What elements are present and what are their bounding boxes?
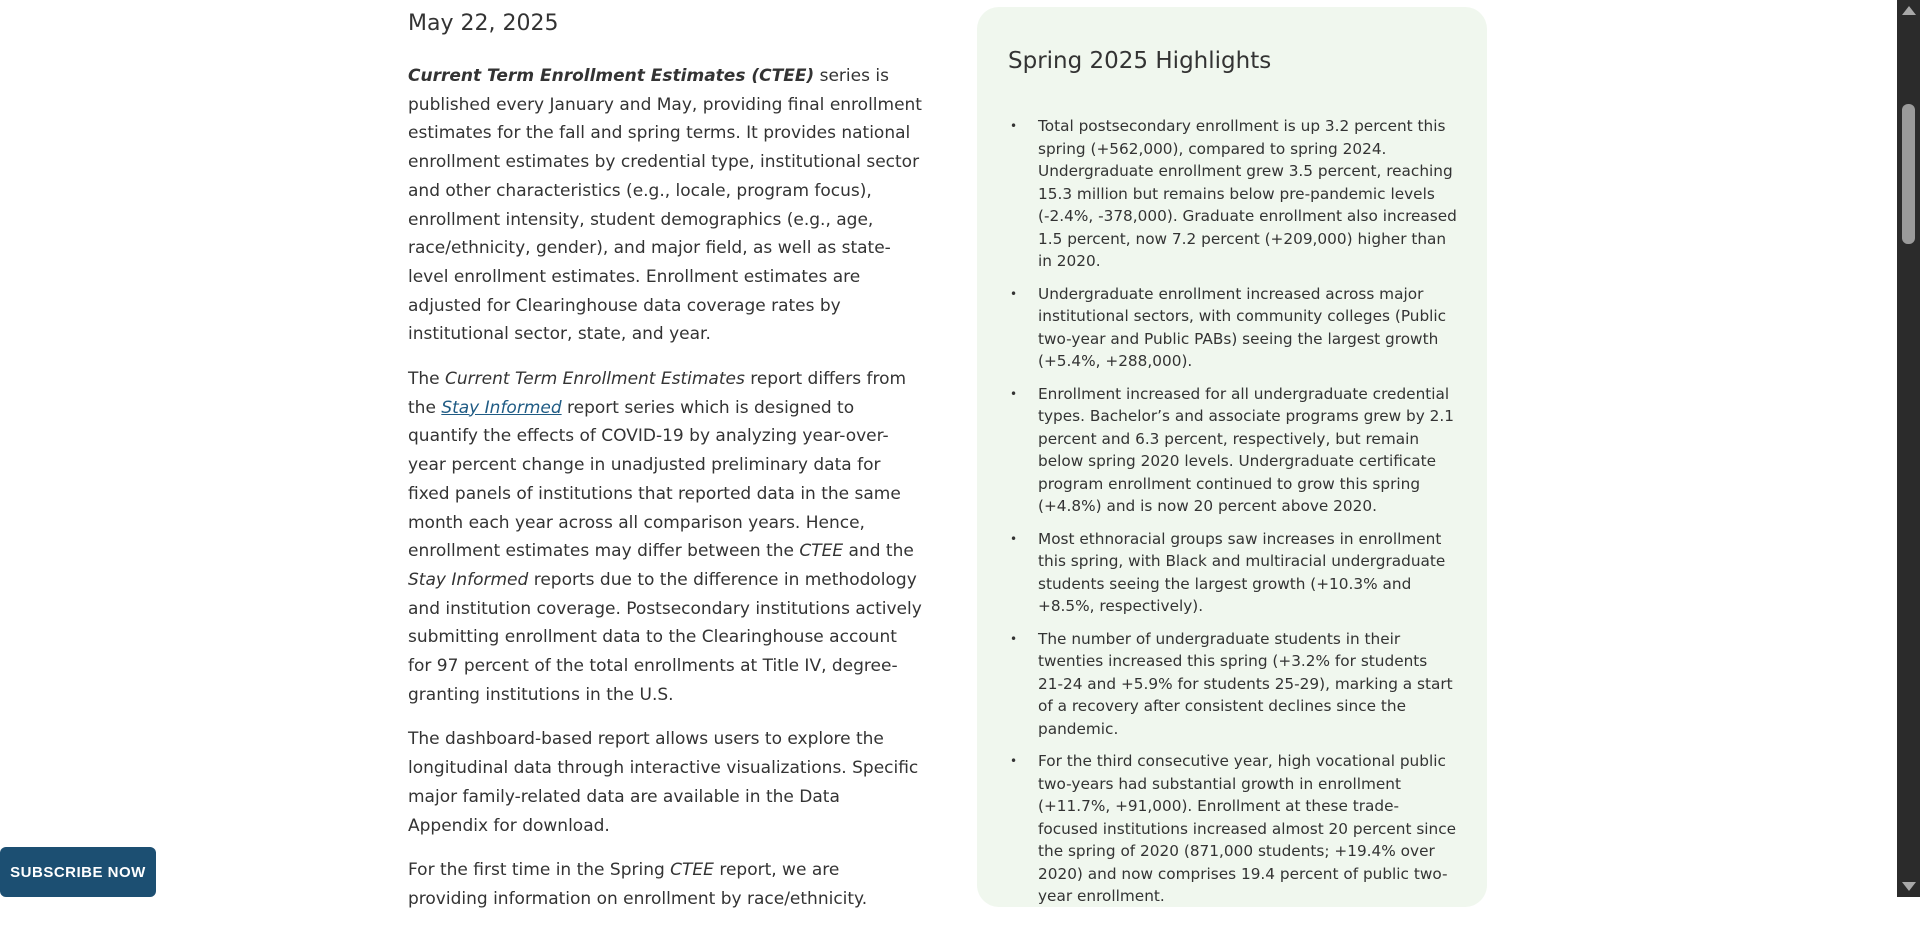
bullet-icon: •	[1010, 386, 1018, 401]
highlight-item: • The number of undergraduate students in their twenties increased this spring (+3.2% for students 21-24 and +5.9% for students 25-29), marking a start of a recovery after consistent declines since the pandemic.	[1010, 629, 1453, 738]
bullet-icon: •	[1010, 119, 1018, 133]
highlights-list	[1008, 115, 1457, 908]
scrollbar-thumb[interactable]	[1902, 104, 1915, 244]
bullet-icon: •	[1010, 286, 1018, 301]
subscribe-now-button[interactable]: SUBSCRIBE NOW	[0, 847, 156, 897]
bullet-icon: •	[1010, 631, 1018, 646]
bullet-icon: •	[1010, 531, 1018, 546]
highlight-item: • Total postsecondary enrollment is up 3.2 percent this spring (+562,000), compared to spring 2024. Undergraduate enrollment grew 3.5 percent, reaching 15.3 million but remains below pre-pandemic levels (-2.4%, -378,000). Graduate enrollment also increased 1.5 percent, now 7.2 percent (+209,000) higher than in 2020.	[1010, 117, 1457, 270]
stay-informed-link[interactable]: Stay Informed	[441, 397, 562, 418]
scroll-up-arrow-icon[interactable]	[1902, 6, 1916, 15]
ctee-series-title: Current Term Enrollment Estimates (CTEE)	[408, 66, 815, 86]
paragraph-ctee-description: Current Term Enrollment Estimates (CTEE) series is published every January and May, providing final enrollment estimates for the fall and spring terms. It provides national enrollment estimates by credential type, institutional sector and other characteristics (e.g., locale, program focus), enrollment intensity, student demographics (e.g., age, race/ethnicity, gender), and major field, as well as state-level enrollment estimates. Enrollment estimates are adjusted for Clearinghouse data coverage rates by institutional sector, state, and year.	[408, 66, 922, 345]
highlights-title: Spring 2025 Highlights	[1008, 48, 1272, 74]
paragraph-stay-informed: The Current Term Enrollment Estimates report differs from the Stay Informed report series which is designed to quantify the effects of COVID-19 by analyzing year-over-year percent change in unadjusted preliminary data for fixed panels of institutions that reported data in the same month each year across all comparison years. Hence, enrollment estimates may differ between the CTEE and the Stay Informed reports due to the difference in methodology and institution coverage. Postsecondary institutions actively submitting enrollment data to the Clearinghouse account for 97 percent of the total enrollments at Title IV, degree-granting institutions in the U.S.	[408, 369, 922, 705]
scroll-down-arrow-icon[interactable]	[1902, 882, 1916, 891]
highlight-item: • Most ethnoracial groups saw increases in enrollment this spring, with Black and multiracial undergraduate students seeing the largest growth (+10.3% and +8.5%, respectively).	[1010, 529, 1446, 615]
highlight-item: • Enrollment increased for all undergraduate credential types. Bachelor’s and associate programs grew by 2.1 percent and 6.3 percent, respectively, but remain below spring 2020 levels. Undergraduate certificate program enrollment continued to grow this spring (+4.8%) and is now 20 percent above 2020.	[1010, 384, 1454, 515]
paragraph-dashboard: The dashboard-based report allows users to explore the longitudinal data through interactive visualizations. Specific major family-related data are available in the Data Appendix for download.	[408, 729, 919, 836]
paragraph-race-ethnicity: For the first time in the Spring CTEE report, we are providing information on enrollment by race/ethnicity.	[408, 860, 868, 909]
vertical-scrollbar[interactable]	[1897, 0, 1920, 897]
article-body	[408, 8, 923, 930]
bullet-icon: •	[1010, 754, 1018, 768]
highlight-item: • For the third consecutive year, high vocational public two-years had substantial growth in enrollment (+11.7%, +91,000). Enrollment at these trade-focused institutions increased almost 20 percent since the spring of 2020 (871,000 students; +19.4% over 2020) and now comprises 19.4 percent of public two-year enrollment.	[1010, 752, 1457, 905]
highlight-item: • Undergraduate enrollment increased across major institutional sectors, with community colleges (Public two-year and Public PABs) seeing the largest growth (+5.4%, +288,000).	[1010, 284, 1447, 370]
publish-date: May 22, 2025	[408, 11, 559, 36]
highlights-panel	[977, 7, 1487, 907]
